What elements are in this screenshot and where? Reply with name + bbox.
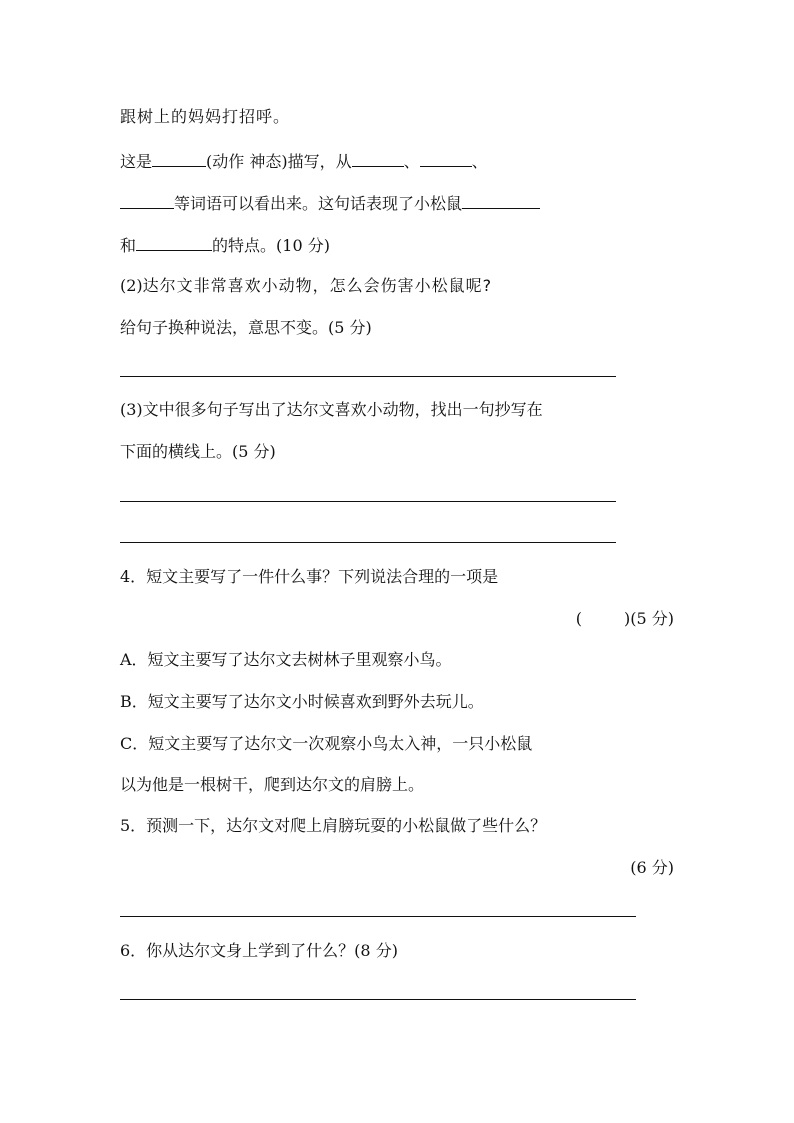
passage-sentence-end: 跟树上的妈妈打招呼。 [120,107,291,126]
q6-stem: 6．你从达尔文身上学到了什么？(8 分) [120,941,398,960]
fill-blank[interactable] [136,234,212,251]
answer-line[interactable] [120,999,636,1000]
q3-text: 、 [471,152,488,171]
fill-blank[interactable] [462,192,540,209]
q3-text: 、 [403,152,420,171]
q4-answer-box[interactable] [576,608,674,630]
q3-text: (动作 神态)描写，从 [206,152,352,171]
paren-close-score: )(5 分) [624,609,674,628]
answer-line[interactable] [120,916,636,917]
q4-option-c-line1: C．短文主要写了达尔文一次观察小鸟太入神，一只小松鼠 [120,734,533,753]
fill-blank[interactable] [152,150,206,167]
q4-stem: 4．短文主要写了一件什么事？下列说法合理的一项是 [120,567,499,586]
q3-part2-text: 达尔文非常喜欢小动物，怎么会伤害小松鼠呢? [142,276,493,295]
q3-part3-line1: (3)文中很多句子写出了达尔文喜欢小动物，找出一句抄写在 [120,400,543,419]
fill-blank[interactable] [352,150,404,167]
fill-blank[interactable] [420,150,472,167]
fill-blank[interactable] [120,192,174,209]
q3-text: 的特点。(10 分) [212,236,330,255]
q4-option-c-line2: 以为他是一根树干，爬到达尔文的肩膀上。 [120,775,425,794]
q4-option-a: A．短文主要写了达尔文去树林子里观察小鸟。 [120,650,452,669]
paren-open: ( [575,609,582,628]
answer-line[interactable] [120,542,616,543]
q5-stem: 5．预测一下，达尔文对爬上肩膀玩耍的小松鼠做了些什么？ [120,816,547,835]
q3-part3-line2: 下面的横线上。(5 分) [120,442,276,461]
q3-text: 这是 [120,152,153,171]
q3-part1-line2 [120,192,540,215]
q3-part2-instruction: 给句子换种说法，意思不变。(5 分) [120,318,372,337]
q3-part2-sentence [120,275,492,297]
answer-line[interactable] [120,376,616,377]
q3-part1-line1 [120,150,488,173]
q3-text: 等词语可以看出来。这句话表现了小松鼠 [174,194,463,213]
q3-part1-line3 [120,234,330,257]
q5-score: (6 分) [630,858,674,877]
q3-part2-label: (2) [120,276,143,295]
q3-text: 和 [120,236,137,255]
answer-line[interactable] [120,501,616,502]
q4-option-b: B．短文主要写了达尔文小时候喜欢到野外去玩儿。 [120,692,484,711]
